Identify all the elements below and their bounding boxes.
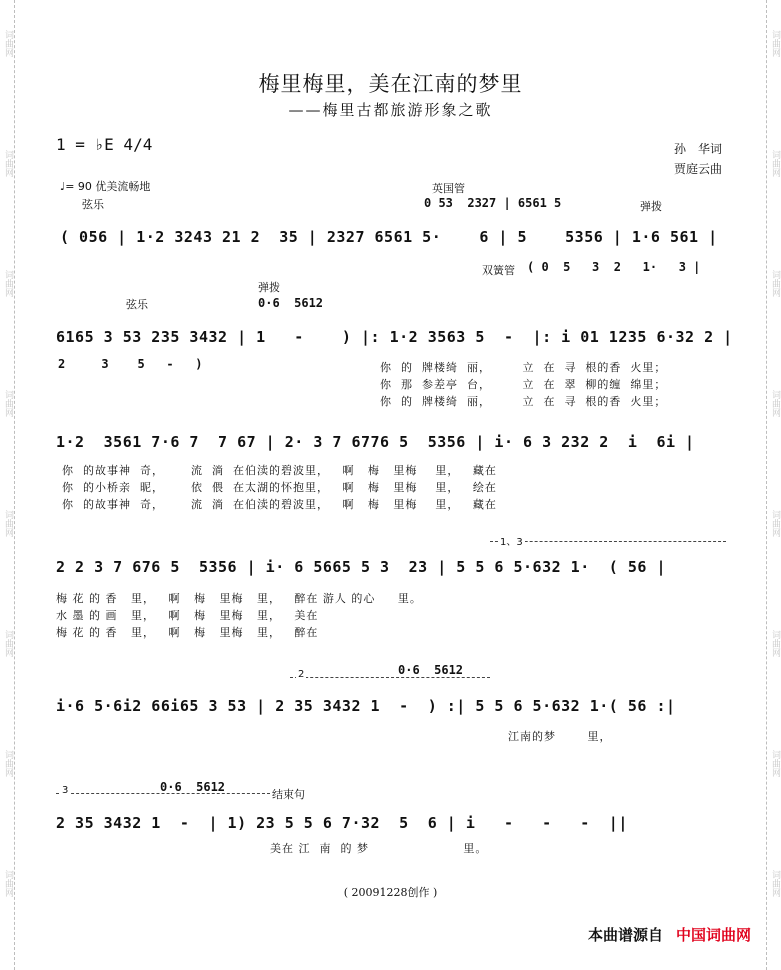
watermark-right-3: 词曲网	[770, 270, 780, 297]
coda-label: 结束句	[272, 788, 305, 801]
tempo-marking: ♩= 90 优美流畅地	[60, 180, 151, 193]
watermark-right-4: 词曲网	[770, 390, 780, 417]
watermark-left-1: 词曲网	[3, 30, 13, 57]
staff-line5-main: i·6 5·6i2 66i65 3 53 | 2 35 3432 1 - ) :| 5 5 6 5·632 1·( 56 :|	[56, 697, 676, 715]
staff-line6-main: 2 35 3432 1 - | 1) 23 5 5 6 7·32 5 6 | i - - - ||	[56, 814, 628, 832]
volta-bracket-1-3	[490, 541, 726, 542]
volta-label-3: 3	[62, 785, 69, 796]
watermark-left-4: 词曲网	[3, 390, 13, 417]
composition-date: ( 20091228创作 )	[343, 886, 438, 899]
lyricist: 孙 华词	[674, 142, 723, 156]
lyrics-line3-verse3: 你 的故事神 奇， 流 淌 在伯渎的碧波里， 啊 梅 里梅 里， 藏在	[62, 498, 497, 511]
song-title: 梅里梅里，美在江南的梦里	[258, 72, 523, 96]
lyrics-line3-verse2: 你 的小桥亲 昵， 依 偎 在太湖的怀抱里， 啊 梅 里梅 里， 绘在	[62, 481, 497, 494]
staff-line6-upper: 0·6 5612	[160, 780, 226, 794]
watermark-left-7: 词曲网	[3, 750, 13, 777]
composer: 贾庭云曲	[674, 162, 723, 176]
footer-source-text: 本曲谱源自	[587, 926, 663, 944]
staff-line4-main: 2 2 3 7 676 5 5356 | i· 6 5665 5 3 23 | 5 5 6 5·632 1· ( 56 |	[56, 558, 666, 576]
label-double-reed: 双簧管	[482, 264, 515, 277]
song-subtitle: ——梅里古都旅游形象之歌	[288, 101, 493, 119]
watermark-right-6: 词曲网	[770, 630, 780, 657]
label-strings-1: 弦乐	[82, 198, 104, 211]
label-pizz-1: 弹拨	[640, 200, 662, 213]
staff-line3-main: 1·2 3561 7·6 7 7 67 | 2· 3 7 6776 5 5356 | i· 6 3 232 2 i 6i |	[56, 433, 695, 451]
watermark-left-3: 词曲网	[3, 270, 13, 297]
left-margin	[0, 0, 15, 970]
staff-line2-lower: 2 3 5 - )	[58, 357, 203, 371]
lyrics-line6: 美在 江 南 的 梦 里。	[270, 842, 488, 855]
staff-line1-main: ( 056 | 1·2 3243 21 2 35 | 2327 6561 5· 6 | 5 5356 | 1·6 561 |	[60, 228, 718, 246]
key-signature: 1 = ♭E 4/4	[56, 135, 153, 154]
lyrics-line2-verse1: 你 的 牌楼绮 丽， 立 在 寻 根的香 火里；	[380, 361, 667, 374]
watermark-right-1: 词曲网	[770, 30, 780, 57]
volta-label-1-3: 1、3	[498, 533, 525, 548]
footer-site-link[interactable]: 中国词曲网	[675, 926, 751, 944]
watermark-left-6: 词曲网	[3, 630, 13, 657]
watermark-right-8: 词曲网	[770, 870, 780, 897]
lyrics-line4-verse2: 水 墨 的 画 里， 啊 梅 里梅 里， 美在	[56, 609, 319, 622]
staff-line1-upper: 0 53 2327 | 6561 5	[424, 196, 562, 210]
lyrics-line5: 江南的梦 里，	[508, 730, 612, 743]
watermark-right-7: 词曲网	[770, 750, 780, 777]
lyrics-line4-verse3: 梅 花 的 香 里， 啊 梅 里梅 里， 醉在	[56, 626, 319, 639]
volta-bracket-2	[290, 677, 490, 678]
staff-line2-main: 6165 3 53 235 3432 | 1 - ) |: 1·2 3563 5 - |: i 01 1235 6·32 2 |	[56, 328, 733, 346]
label-english-horn: 英国管	[432, 182, 465, 195]
lyrics-line4-verse1: 梅 花 的 香 里， 啊 梅 里梅 里， 醉在 游人 的心 里。	[56, 592, 422, 605]
watermark-left-5: 词曲网	[3, 510, 13, 537]
watermark-left-8: 词曲网	[3, 870, 13, 897]
staff-line5-upper: 0·6 5612	[398, 663, 464, 677]
lyrics-line3-verse1: 你 的故事神 奇， 流 淌 在伯渎的碧波里， 啊 梅 里梅 里， 藏在	[62, 464, 497, 477]
staff-line1-lower: ( 0 5 3 2 1· 3 |	[527, 260, 701, 274]
staff-line2-upper: 0·6 5612	[258, 296, 324, 310]
right-margin	[766, 0, 781, 970]
lyrics-line2-verse3: 你 的 牌楼绮 丽， 立 在 寻 根的香 火里；	[380, 395, 667, 408]
watermark-right-5: 词曲网	[770, 510, 780, 537]
watermark-right-2: 词曲网	[770, 150, 780, 177]
label-pizz-2: 弹拨	[258, 281, 280, 294]
lyrics-line2-verse2: 你 那 参差亭 台， 立 在 翠 柳的缠 绵里；	[380, 378, 667, 391]
watermark-left-2: 词曲网	[3, 150, 13, 177]
volta-label-2: 2	[298, 669, 305, 680]
label-strings-2: 弦乐	[126, 298, 148, 311]
